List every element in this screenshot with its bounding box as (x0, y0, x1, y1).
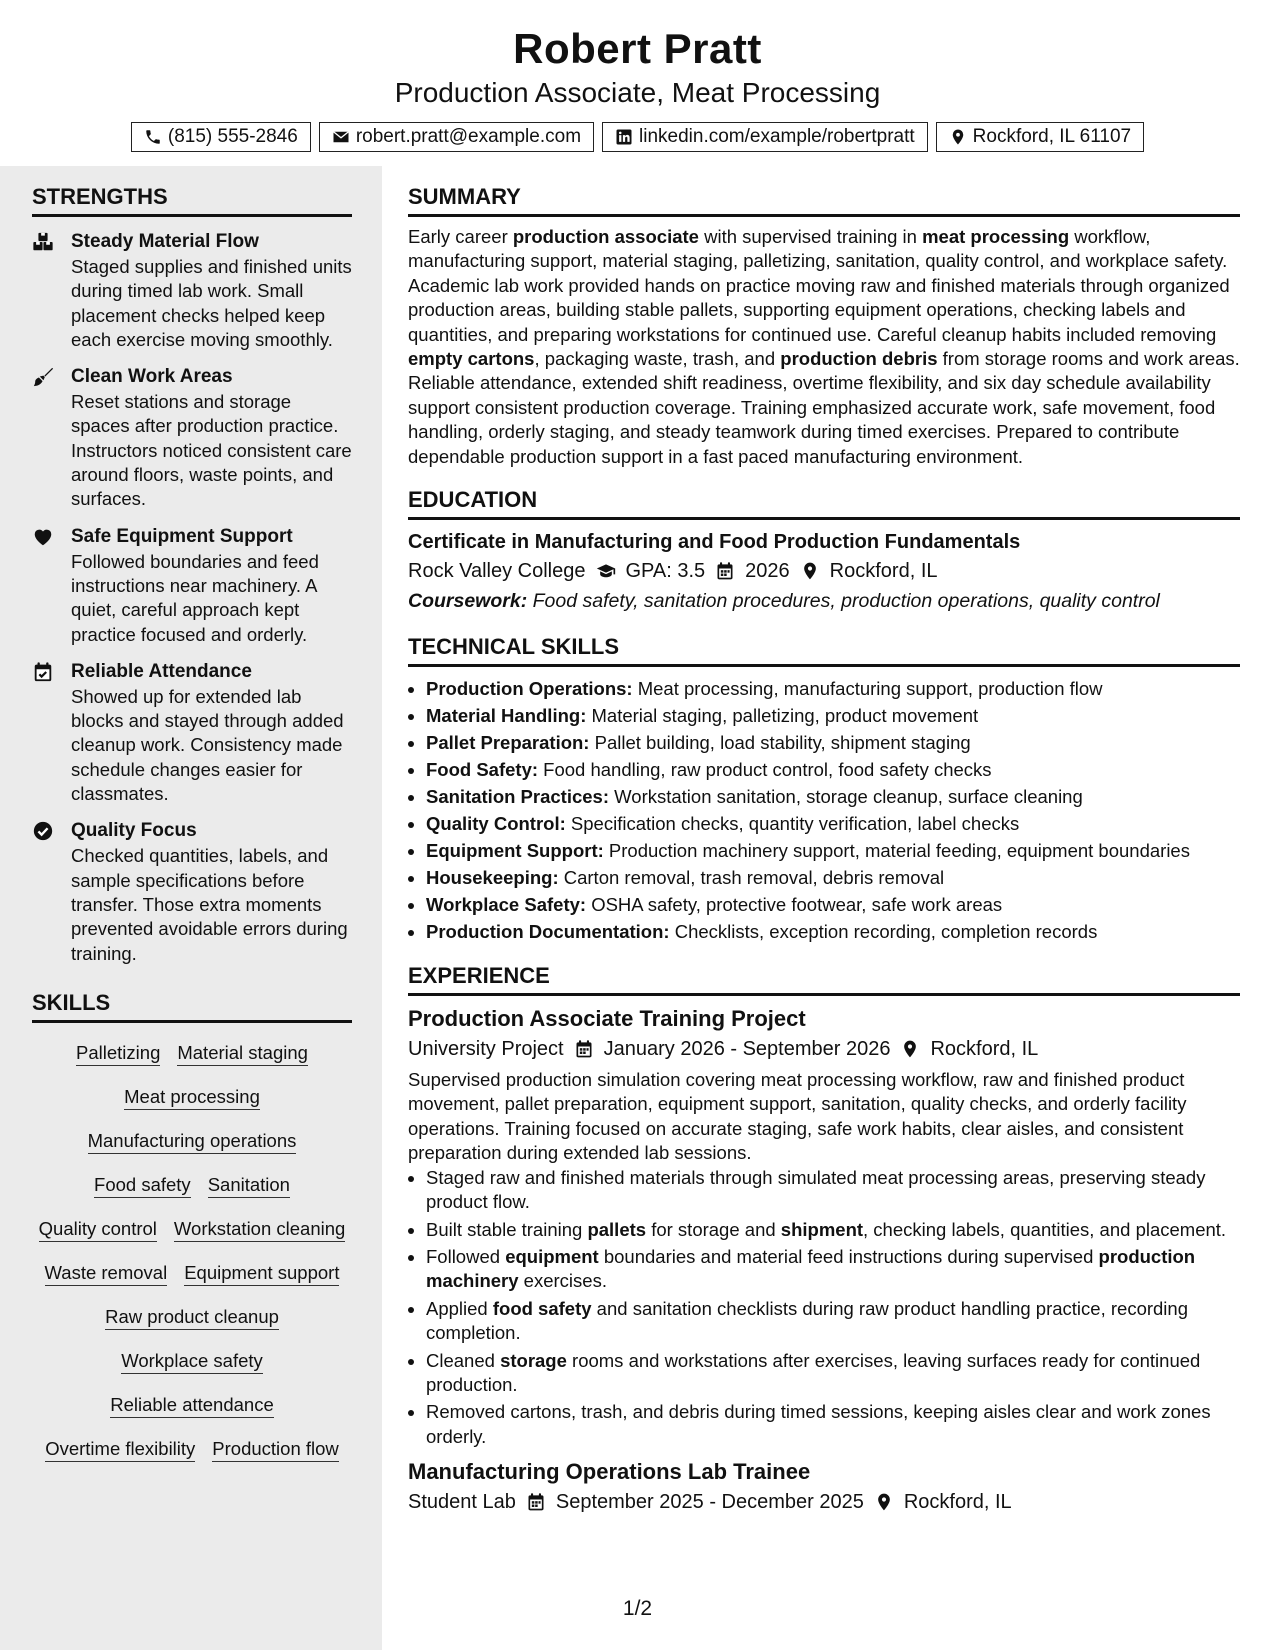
map-pin-icon (800, 561, 820, 581)
job-bullets (408, 1166, 1240, 1449)
strength-text: Showed up for extended lab blocks and stayed through added cleanup work. Consistency made schedule changes easier for classmates. (71, 685, 344, 805)
technical-skills-title: TECHNICAL SKILLS (408, 632, 1240, 667)
technical-skill-label: Production Operations: (426, 678, 633, 700)
skills-title: SKILLS (32, 988, 352, 1023)
calendar-icon (715, 561, 735, 581)
text-run: , checking labels, quantities, and placement. (863, 1218, 1227, 1240)
skill-tag: Workplace safety (121, 1349, 263, 1374)
text-run: Cleaned (426, 1349, 501, 1371)
technical-skill-label: Pallet Preparation: (426, 732, 590, 754)
school-name: Rock Valley College (408, 560, 586, 583)
job-bullet (426, 1349, 1240, 1398)
coursework-text: Food safety, sanitation procedures, production operations, quality control (527, 590, 1160, 613)
job-bullet (426, 1400, 1240, 1449)
calendar-icon (526, 1492, 546, 1512)
text-run: boundaries and material feed instructions during supervised (598, 1245, 1099, 1267)
contact-location[interactable] (936, 122, 1144, 152)
text-run: workflow, manufacturing support, material staging, palletizing, sanitation, quality control, and workplace safety. Academic lab work provided hands on practice moving raw and finished materials through organized production areas, building stable pallets, supporting equipment operations, checking labels and quantities, and preparing workstations for continued use. Careful cleanup habits included removing (408, 226, 1230, 345)
job-bullet (426, 1297, 1240, 1346)
skill-tag: Quality control (39, 1217, 157, 1242)
skill-tag: Workstation cleaning (174, 1217, 345, 1242)
technical-skill-text: Pallet building, load stability, shipment staging (589, 732, 971, 754)
technical-skill-text: Food handling, raw product control, food safety checks (538, 759, 992, 781)
summary-title: SUMMARY (408, 182, 1240, 217)
bold-text: equipment (505, 1245, 599, 1267)
skill-tag: Sanitation (208, 1173, 290, 1198)
calendar-check-icon (32, 661, 54, 683)
strength-text: Followed boundaries and feed instructions near machinery. A quiet, careful approach kept practice focused and orderly. (71, 550, 319, 645)
text-run: Built stable training (426, 1218, 588, 1240)
contact-bar (0, 122, 1275, 152)
technical-skill-label: Equipment Support: (426, 840, 604, 862)
coursework (408, 586, 1240, 616)
text-run: for storage and (646, 1218, 781, 1240)
education-location: Rockford, IL (829, 560, 938, 583)
text-run: Staged raw and finished materials through simulated meat processing areas, preserving steady product flow. (426, 1166, 1206, 1213)
technical-skill-item (426, 864, 1240, 891)
technical-skill-item (426, 702, 1240, 729)
job-entry (408, 1004, 1240, 1449)
coursework-label: Coursework: (408, 590, 528, 613)
gpa: GPA: 3.5 (625, 560, 706, 583)
broom-icon (32, 366, 54, 388)
job-meta (408, 1034, 1240, 1064)
contact-location-text: Rockford, IL 61107 (972, 126, 1132, 147)
text-run: with supervised training in (698, 226, 923, 247)
technical-skill-label: Quality Control: (426, 813, 566, 835)
skill-tag: Equipment support (184, 1261, 339, 1286)
text-run: Followed (426, 1245, 506, 1267)
bold-text: meat processing (922, 226, 1070, 247)
strength-text: Checked quantities, labels, and sample specifications before transfer. Those extra moments prevented avoidable errors during training. (71, 845, 348, 964)
skill-tag: Meat processing (124, 1085, 260, 1110)
bold-text: storage (500, 1349, 567, 1371)
text-run: and sanitation checklists during raw product handling practice, recording completion. (426, 1297, 1188, 1344)
strength-title: Quality Focus (71, 820, 197, 842)
contact-phone[interactable] (131, 122, 311, 152)
main-column (408, 182, 1240, 1517)
job-dates: January 2026 - September 2026 (603, 1038, 891, 1061)
strength-title: Reliable Attendance (71, 660, 252, 682)
job-description: Supervised production simulation covering meat processing workflow, raw and finished product movement, pallet preparation, equipment support, sanitation, quality checks, and orderly facility operations. Training focused on accurate staging, safe work habits, clear aisles, and consistent preparation during extended lab sessions. (408, 1069, 1187, 1164)
text-run: Removed cartons, trash, and debris during timed sessions, keeping aisles clear and work zones orderly. (426, 1401, 1211, 1447)
technical-skill-text: OSHA safety, protective footwear, safe work areas (586, 894, 1003, 916)
phone-icon (144, 128, 162, 146)
technical-skill-item (426, 837, 1240, 864)
map-pin-icon (949, 128, 967, 146)
text-run: , packaging waste, trash, and (534, 348, 781, 370)
job-org: University Project (408, 1038, 564, 1061)
bold-text: shipment (780, 1218, 864, 1240)
job-dates: September 2025 - December 2025 (555, 1491, 864, 1514)
text-run: exercises. (518, 1270, 607, 1292)
technical-skill-text: Material staging, palletizing, product movement (586, 705, 979, 727)
bold-text: pallets (587, 1218, 647, 1240)
strength-item (32, 229, 352, 352)
text-run: Early career (408, 226, 513, 247)
strength-text: Reset stations and storage spaces after production practice. Instructors noticed consistent care around floors, waste points, and surfaces. (71, 391, 352, 510)
strength-title: Steady Material Flow (71, 231, 259, 252)
technical-skill-text: Checklists, exception recording, completion records (669, 921, 1098, 943)
map-pin-icon (900, 1039, 920, 1059)
skill-tag: Overtime flexibility (45, 1437, 195, 1462)
boxes-icon (32, 231, 54, 253)
contact-linkedin-text: linkedin.com/example/robertpratt (639, 126, 915, 147)
bold-text: production associate (512, 226, 699, 247)
technical-skill-label: Production Documentation: (426, 921, 670, 943)
sidebar (0, 166, 382, 1650)
strength-item (32, 524, 352, 647)
job-entry (408, 1457, 1240, 1517)
text-run: Applied (426, 1297, 493, 1319)
technical-skill-item (426, 675, 1240, 702)
strengths-title: STRENGTHS (32, 182, 352, 217)
heart-icon (32, 526, 54, 548)
technical-skill-text: Production machinery support, material feeding, equipment boundaries (603, 840, 1190, 862)
technical-skill-item (426, 810, 1240, 837)
strength-title: Clean Work Areas (71, 366, 233, 388)
technical-skill-text: Specification checks, quantity verification, label checks (565, 813, 1020, 835)
contact-phone-text: (815) 555-2846 (167, 126, 298, 147)
skill-tag: Waste removal (45, 1261, 168, 1286)
summary-text (408, 225, 1240, 469)
education-year: 2026 (745, 560, 790, 583)
strength-item (32, 659, 352, 806)
experience-title: EXPERIENCE (408, 961, 1240, 996)
strength-item (32, 818, 352, 965)
skill-tag: Raw product cleanup (105, 1305, 279, 1330)
contact-email-text: robert.pratt@example.com (355, 126, 582, 147)
job-title: Manufacturing Operations Lab Trainee (408, 1459, 811, 1485)
bold-text: production debris (780, 348, 938, 370)
technical-skill-label: Food Safety: (426, 759, 539, 781)
resume-header (0, 0, 1275, 152)
bold-text: production machinery (426, 1245, 1196, 1292)
calendar-icon (574, 1039, 594, 1059)
map-pin-icon (874, 1492, 894, 1512)
envelope-icon (332, 128, 350, 146)
bold-text: empty cartons (408, 348, 535, 370)
technical-skill-label: Sanitation Practices: (426, 786, 610, 808)
skill-tag: Production flow (212, 1437, 338, 1462)
strength-title: Safe Equipment Support (71, 525, 293, 547)
skill-tag: Reliable attendance (110, 1393, 274, 1418)
skill-tag: Manufacturing operations (88, 1129, 297, 1154)
degree-title: Certificate in Manufacturing and Food Production Fundamentals (408, 531, 1021, 554)
contact-email[interactable] (319, 122, 594, 152)
job-meta (408, 1487, 1240, 1517)
text-run: from storage rooms and work areas. Reliable attendance, extended shift readiness, overtime flexibility, and six day schedule availability support consistent production coverage. Training emphasized accurate work, safe movement, food handling, orderly staging, and steady teamwork during timed exercises. Prepared to contribute dependable production support in a fast paced manufacturing environment. (408, 348, 1240, 467)
skill-tag: Food safety (94, 1173, 191, 1198)
text-run: rooms and workstations after exercises, leaving surfaces ready for continued production. (426, 1349, 1201, 1395)
technical-skill-item (426, 891, 1240, 918)
technical-skill-label: Housekeeping: (426, 867, 559, 889)
job-location: Rockford, IL (903, 1491, 1012, 1514)
technical-skill-item (426, 918, 1240, 945)
technical-skill-text: Workstation sanitation, storage cleanup, surface cleaning (609, 786, 1083, 808)
bold-text: food safety (492, 1297, 592, 1319)
skill-tag: Palletizing (76, 1041, 160, 1066)
page-number: 1/2 (622, 1597, 653, 1620)
education-title: EDUCATION (408, 485, 1240, 520)
job-org: Student Lab (408, 1491, 516, 1514)
technical-skills-list (408, 675, 1240, 945)
job-bullet (426, 1218, 1240, 1242)
linkedin-icon (615, 128, 633, 146)
experience-list (408, 1004, 1240, 1517)
job-title: Production Associate Training Project (408, 1006, 806, 1032)
strength-text: Staged supplies and finished units during timed lab work. Small placement checks helped keep each exercise moving smoothly. (71, 256, 352, 350)
graduation-cap-icon (596, 561, 616, 581)
job-bullet (426, 1245, 1240, 1294)
skills-list (32, 1035, 352, 1462)
job-bullet (426, 1166, 1240, 1215)
technical-skill-text: Carton removal, trash removal, debris removal (558, 867, 945, 889)
technical-skill-item (426, 783, 1240, 810)
education-meta (408, 556, 1240, 586)
candidate-role: Production Associate, Meat Processing (394, 77, 881, 108)
technical-skill-item (426, 729, 1240, 756)
check-circle-icon (32, 820, 54, 842)
candidate-name: Robert Pratt (513, 25, 762, 72)
strength-item (32, 364, 352, 511)
technical-skill-label: Workplace Safety: (426, 894, 587, 916)
technical-skill-text: Meat processing, manufacturing support, production flow (632, 678, 1103, 700)
skill-tag: Material staging (177, 1041, 308, 1066)
technical-skill-label: Material Handling: (426, 705, 587, 727)
technical-skill-item (426, 756, 1240, 783)
contact-linkedin[interactable] (602, 122, 928, 152)
job-location: Rockford, IL (930, 1038, 1039, 1061)
